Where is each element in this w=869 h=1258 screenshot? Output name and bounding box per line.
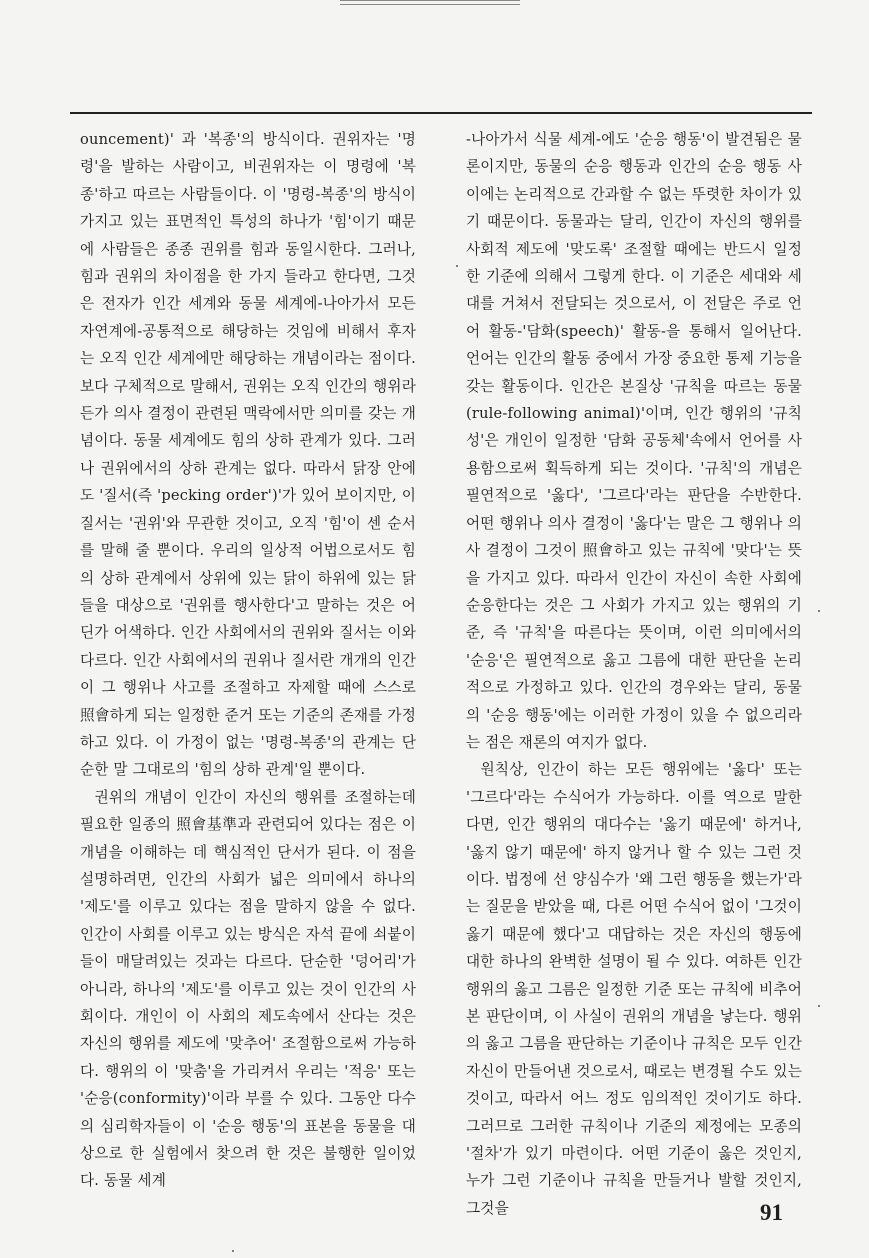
scan-speck	[818, 1005, 820, 1007]
paragraph: 권위의 개념이 인간이 자신의 행위를 조절하는데 필요한 일종의 照會基準과 관련되어 있다는 점은 이 개념을 이해하는 데 핵심적인 단서가 된다. 이 점을 설명하려면, 인간의 사회가 넓은 의미에서 하나의 '제도'를 이루고 있다는 점을 말하지 않을 수 없다. 인간이 사회를 이루고 있는 방식은 자석 끝에 쇠붙이들이 매달려있는 것과는 다르다. 단순한 '덩어리'가 아니라, 하나의 '제도'를 이루고 있는 것이 인간의 사회이다. 개인이 이 사회의 제도속에서 산다는 것은 자신의 행위를 제도에 '맞추어' 조절함으로써 가능하다. 행위의 이 '맞춤'을 가리켜서 우리는 '적응' 또는 '순응(conformity)'이라 부를 수 있다. 그동안 다수의 심리학자들이 이 '순응 행동'의 표본을 동물을 대상으로 한 실험에서 찾으려 한 것은 불행한 일이었다. 동물 세계	[80, 788, 416, 1190]
top-edge-mark	[340, 0, 520, 5]
page-number: 91	[760, 1200, 783, 1225]
scan-speck	[456, 265, 458, 267]
paragraph: 원칙상, 인간이 하는 모든 행위에는 '옳다' 또는 '그르다'라는 수식어가 가능하다. 이를 역으로 말한다면, 인간 행위의 대다수는 '옳기 때문에' 하거나, '옳지 않기 때문에' 하지 않거나 할 수 있는 그런 것이다. 법정에 선 양심수가 '왜 그런 행동을 했는가'라는 질문을 받았을 때, 다른 어떤 수식어 없이 '그것이 옳기 때문에 했다'고 대답하는 것은 자신의 행동에 대한 하나의 완벽한 설명이 될 수 있다. 여하튼 인간 행위의 옳고 그름은 일정한 기준 또는 규칙에 비추어 본 판단이며, 이 사실이 권위의 개념을 낳는다. 행위의 옳고 그름을 판단하는 기준이나 규칙은 모두 인간 자신이 만들어낸 것으로서, 때로는 변경될 수도 있는 것이고, 따라서 어느 정도 임의적인 것이기도 하다. 그러므로 그러한 규칙이나 기준의 제정에는 모종의 '절차'가 있기 마련이다. 어떤 기준이 옳은 것인지, 누가 그런 기준이나 규칙을 만들거나 발할 것인지, 그것을	[466, 761, 802, 1217]
scan-speck	[818, 610, 820, 612]
header-rule	[70, 112, 812, 114]
paragraph: ouncement)' 과 '복종'의 방식이다. 권위자는 '명령'을 발하는 사람이고, 비권위자는 이 명령에 '복종'하고 따르는 사람들이다. 이 '명령-복종'의 방식이 가지고 있는 표면적인 특성의 하나가 '힘'이기 때문에 사람들은 종종 권위를 힘과 동일시한다. 그러나, 힘과 권위의 차이점을 한 가지 들라고 한다면, 그것은 전자가 인간 세계와 동물 세계에-나아가서 모든 자연계에-공통적으로 해당하는 것임에 비해서 후자는 오직 인간 세계에만 해당하는 개념이라는 점이다. 보다 구체적으로 말해서, 권위는 오직 인간의 행위라든가 의사 결정이 관련된 맥락에서만 의미를 갖는 개념이다. 동물 세계에도 힘의 상하 관계가 있다. 그러나 권위에서의 상하 관계는 없다. 따라서 닭장 안에도 '질서(즉 'pecking order')'가 있어 보이지만, 이 질서는 '권위'와 무관한 것이고, 오직 '힘'이 센 순서를 말해 줄 뿐이다. 우리의 일상적 어법으로서도 힘의 상하 관계에서 상위에 있는 닭이 하위에 있는 닭들을 대상으로 '권위를 행사한다'고 말하는 것은 어딘가 어색하다. 인간 사회에서의 권위와 질서는 이와 다르다. 인간 사회에서의 권위나 질서란 개개의 인간이 그 행위나 사고를 조절하고 자제할 때에 스스로 照會하게 되는 일정한 준거 또는 기준의 존재를 가정하고 있다. 이 가정이 없는 '명령-복종'의 관계는 단순한 말 그대로의 '힘의 상하 관계'일 뿐이다.	[80, 131, 416, 779]
paragraph: -나아가서 식물 세계-에도 '순응 행동'이 발견됨은 물론이지만, 동물의 순응 행동과 인간의 순응 행동 사이에는 논리적으로 간과할 수 없는 뚜렷한 차이가 있기 때문이다. 동물과는 달리, 인간이 자신의 행위를 사회적 제도에 '맞도록' 조절할 때에는 반드시 일정한 기준에 의해서 그렇게 한다. 이 기준은 세대와 세대를 거쳐서 전달되는 것으로서, 이 전달은 주로 언어 활동-'담화(speech)' 활동-을 통해서 일어난다. 언어는 인간의 활동 중에서 가장 중요한 통제 기능을 갖는 활동이다. 인간은 본질상 '규칙을 따르는 동물(rule-following animal)'이며, 인간 행위의 '규칙성'은 개인이 일정한 '담화 공동체'속에서 언어를 사용함으로써 획득하게 되는 것이다. '규칙'의 개념은 필연적으로 '옳다', '그르다'라는 판단을 수반한다. 어떤 행위나 의사 결정이 '옳다'는 말은 그 행위나 의사 결정이 그것이 照會하고 있는 규칙에 '맞다'는 뜻을 가지고 있다. 따라서 인간이 자신이 속한 사회에 순응한다는 것은 그 사회가 가지고 있는 행위의 기준, 즉 '규칙'을 따른다는 뜻이며, 이런 의미에서의 '순응'은 필연적으로 옳고 그름에 대한 판단을 논리적으로 가정하고 있다. 인간의 경우와는 달리, 동물의 '순응 행동'에는 이러한 가정이 있을 수 없으리라는 점은 재론의 여지가 없다.	[466, 131, 802, 751]
scan-speck	[232, 1250, 234, 1252]
right-column	[466, 126, 802, 1222]
left-column	[80, 126, 416, 1195]
